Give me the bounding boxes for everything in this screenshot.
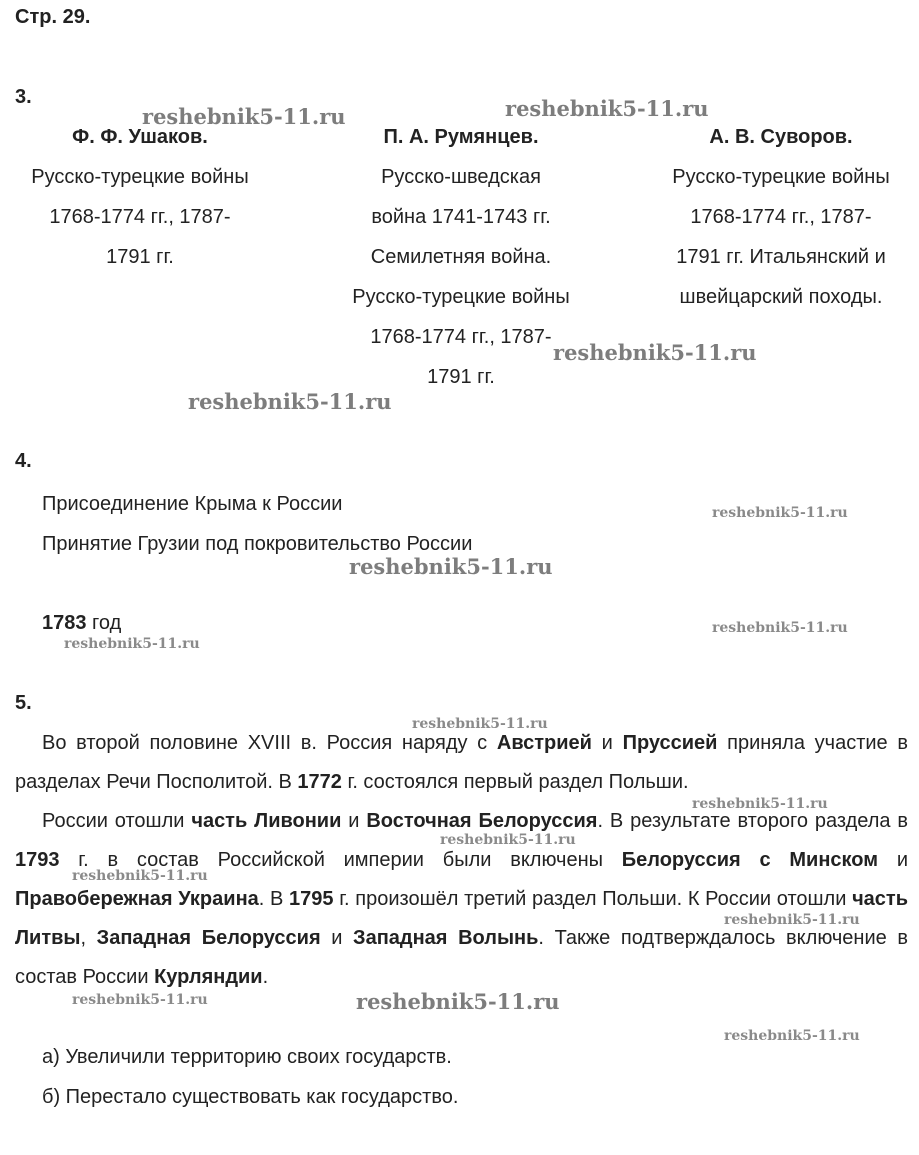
watermark: reshebnik5-11.ru xyxy=(440,832,576,848)
question-5-number: 5. xyxy=(15,692,32,714)
event-crimea: Присоединение Крыма к России xyxy=(42,493,343,515)
commander-name: Ф. Ф. Ушаков. xyxy=(72,126,208,148)
question-4-number: 4. xyxy=(15,450,32,472)
column-line: Русско-турецкие войны xyxy=(31,166,249,188)
event-georgia: Принятие Грузии под покровительство России xyxy=(42,533,473,555)
watermark: reshebnik5-11.ru xyxy=(72,868,208,884)
column-line: 1768-1774 гг., 1787- xyxy=(370,326,552,348)
question-3-number: 3. xyxy=(15,86,32,108)
watermark: reshebnik5-11.ru xyxy=(712,505,848,521)
column-line: 1768-1774 гг., 1787- xyxy=(690,206,872,228)
page-number: Стр. 29. xyxy=(15,6,91,28)
watermark: reshebnik5-11.ru xyxy=(724,1028,860,1044)
watermark: reshebnik5-11.ru xyxy=(553,340,757,365)
column-line: 1768-1774 гг., 1787- xyxy=(49,206,231,228)
commander-name: П. А. Румянцев. xyxy=(383,126,539,148)
watermark: reshebnik5-11.ru xyxy=(72,992,208,1008)
year-value: 1783 xyxy=(42,612,87,634)
watermark: reshebnik5-11.ru xyxy=(712,620,848,636)
column-line: Русско-турецкие войны xyxy=(672,166,890,188)
year-answer xyxy=(42,612,121,635)
watermark: reshebnik5-11.ru xyxy=(142,104,346,129)
paragraph-2: России отошли часть Ливонии и Восточная Белоруссия. В результате второго раздела в 1793 г. в состав Российской империи были включены Белоруссия с Минском и Правобережная Украина. В 1795 г. произошёл третий раздел Польши. К России отошли часть Литвы, Западная Белоруссия и Западная Волынь. Также подтверждалось включение в состав России Курляндии. xyxy=(15,810,909,988)
watermark: reshebnik5-11.ru xyxy=(505,96,709,121)
commander-name: А. В. Суворов. xyxy=(709,126,853,148)
column-suvorov xyxy=(656,117,906,317)
watermark: reshebnik5-11.ru xyxy=(349,554,553,579)
answer-a: а) Увеличили территорию своих государств. xyxy=(42,1046,452,1068)
column-line: 1791 гг. xyxy=(427,366,495,388)
column-line: швейцарский походы. xyxy=(679,286,883,308)
year-suffix: год xyxy=(86,612,122,634)
paragraph-1: Во второй половине XVIII в. Россия наряду с Австрией и Пруссией приняла участие в разделах Речи Посполитой. В 1772 г. состоялся первый раздел Польши. xyxy=(15,732,908,793)
watermark: reshebnik5-11.ru xyxy=(356,989,560,1014)
column-line: Русско-шведская xyxy=(381,166,541,188)
column-line: война 1741-1743 гг. xyxy=(371,206,551,228)
watermark: reshebnik5-11.ru xyxy=(412,716,548,732)
column-line: Семилетняя война. xyxy=(370,246,552,268)
watermark: reshebnik5-11.ru xyxy=(724,912,860,928)
column-line: 1791 гг. xyxy=(106,246,174,268)
answer-b: б) Перестало существовать как государство. xyxy=(42,1086,459,1108)
watermark: reshebnik5-11.ru xyxy=(64,636,200,652)
watermark: reshebnik5-11.ru xyxy=(692,796,828,812)
watermark: reshebnik5-11.ru xyxy=(188,389,392,414)
column-line: Русско-турецкие войны xyxy=(352,286,570,308)
column-ushakov xyxy=(15,117,265,277)
column-rumyantsev xyxy=(336,117,586,397)
column-line: 1791 гг. Итальянский и xyxy=(676,246,886,268)
